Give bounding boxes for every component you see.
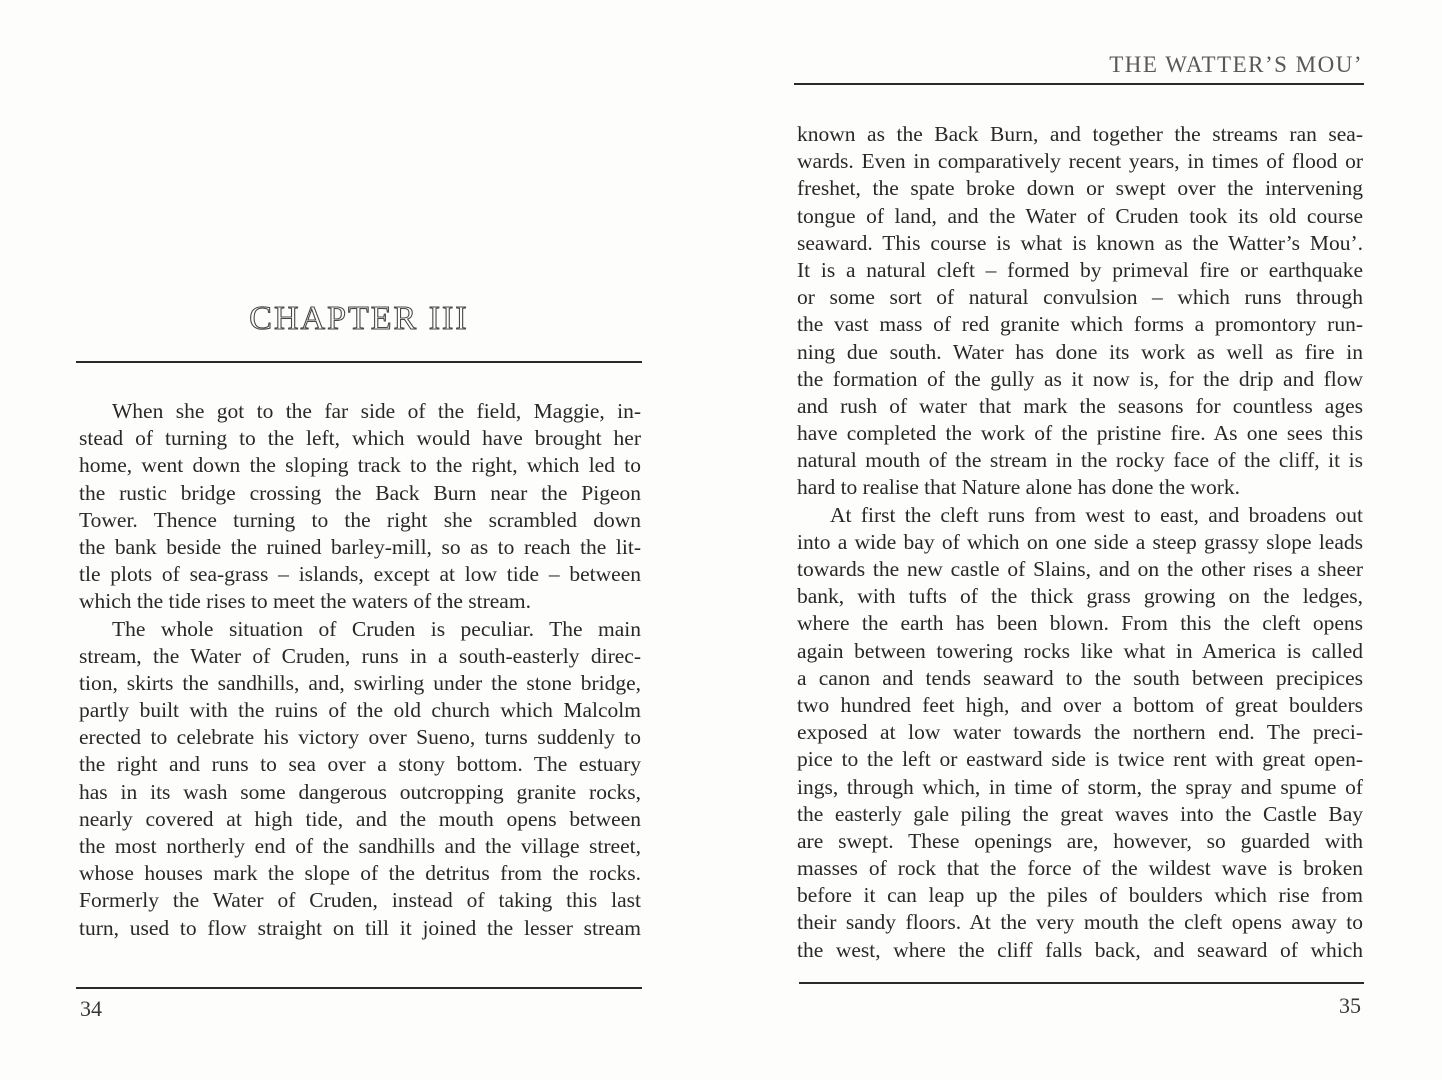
text-line: seaward. This course is what is known as the Watter’s Mou’. [797, 230, 1363, 255]
footer-rule [799, 982, 1364, 984]
text-line: before it can leap up the piles of boulders which rise from [797, 883, 1363, 908]
text-line: When she got to the far side of the field, Maggie, in- [112, 399, 641, 423]
text-line: nearly covered at high tide, and the mouth opens between [79, 806, 641, 831]
chapter-title-rule [76, 361, 642, 363]
text-line: the formation of the gully as it now is, for the drip and flow [797, 366, 1363, 391]
text-line: It is a natural cleft – formed by primeval fire or earthquake [797, 257, 1363, 282]
text-line: partly built with the ruins of the old church which Malcolm [79, 698, 641, 723]
text-line: a canon and tends seaward to the south between precipices [797, 665, 1363, 690]
text-line: the vast mass of red granite which forms a promontory run- [797, 312, 1363, 337]
text-line: their sandy floors. At the very mouth the cleft opens away to [797, 910, 1363, 935]
text-line: Tower. Thence turning to the right she scrambled down [79, 507, 641, 532]
text-line: Formerly the Water of Cruden, instead of taking this last [79, 888, 641, 913]
text-line: have completed the work of the pristine fire. As one sees this [797, 421, 1363, 446]
text-line: are swept. These openings are, however, so guarded with [797, 828, 1363, 853]
text-line: At first the cleft runs from west to east, and broadens out [830, 502, 1363, 527]
text-line: where the earth has been blown. From this the cleft opens [797, 611, 1363, 636]
text-line: The whole situation of Cruden is peculiar. The main [112, 616, 641, 641]
chapter-title: CHAPTER III [249, 300, 469, 337]
text-line: the west, where the cliff falls back, and seaward of which [797, 937, 1363, 962]
text-line: which the tide rises to meet the waters of the stream. [79, 589, 531, 614]
text-line: two hundred feet high, and over a bottom of great boulders [797, 692, 1363, 717]
text-line: home, went down the sloping track to the right, which led to [79, 453, 641, 478]
running-head: THE WATTER’S MOU’ [1109, 52, 1363, 77]
text-line: known as the Back Burn, and together the streams ran sea- [797, 122, 1363, 146]
text-line: towards the new castle of Slains, and on the other rises a sheer [797, 557, 1363, 581]
text-line: tle plots of sea-grass – islands, except at low tide – between [79, 562, 641, 587]
text-line: hard to realise that Nature alone has done the work. [797, 475, 1240, 500]
text-line: the right and runs to sea over a stony bottom. The estuary [79, 752, 641, 777]
text-line: masses of rock that the force of the wildest wave is broken [797, 856, 1363, 881]
text-line: whose houses mark the slope of the detritus from the rocks. [79, 861, 641, 886]
text-line: the most northerly end of the sandhills and the village street, [79, 834, 641, 858]
page-number: 35 [1339, 993, 1361, 1018]
text-line: exposed at low water towards the northern end. The preci- [797, 720, 1363, 745]
text-line: and rush of water that mark the seasons for countless ages [797, 393, 1363, 418]
text-line: tongue of land, and the Water of Cruden took its old course [797, 203, 1363, 228]
text-line: again between towering rocks like what in America is called [797, 638, 1363, 663]
text-line: the easterly gale piling the great waves into the Castle Bay [797, 801, 1363, 826]
text-line: stream, the Water of Cruden, runs in a south-easterly direc- [79, 643, 641, 668]
text-line: bank, with tufts of the thick grass growing on the ledges, [797, 584, 1363, 609]
text-line: or some sort of natural convulsion – which runs through [797, 285, 1363, 310]
text-line: freshet, the spate broke down or swept over the intervening [797, 176, 1363, 201]
right-page [721, 0, 1442, 1080]
text-line: into a wide bay of which on one side a steep grassy slope leads [797, 529, 1363, 554]
text-line: stead of turning to the left, which would have brought her [79, 426, 641, 451]
text-line: the rustic bridge crossing the Back Burn near the Pigeon [79, 480, 641, 505]
left-page-body-text [79, 398, 641, 942]
right-page-body-text [797, 121, 1363, 964]
text-line: the bank beside the ruined barley-mill, so as to reach the lit- [79, 534, 641, 559]
text-line: ning due south. Water has done its work as well as fire in [797, 339, 1363, 364]
header-rule [794, 83, 1364, 85]
text-line: has in its wash some dangerous outcropping granite rocks, [79, 779, 641, 804]
text-line: pice to the left or eastward side is twice rent with great open- [797, 747, 1363, 772]
text-line: erected to celebrate his victory over Sueno, turns suddenly to [79, 725, 641, 750]
page-number: 34 [80, 996, 102, 1021]
text-line: turn, used to flow straight on till it joined the lesser stream [79, 915, 641, 940]
footer-rule [76, 987, 642, 989]
text-line: ings, through which, in time of storm, the spray and spume of [797, 774, 1363, 799]
text-line: wards. Even in comparatively recent years, in times of flood or [797, 149, 1363, 174]
text-line: tion, skirts the sandhills, and, swirling under the stone bridge, [79, 670, 641, 695]
text-line: natural mouth of the stream in the rocky face of the cliff, it is [797, 448, 1363, 473]
